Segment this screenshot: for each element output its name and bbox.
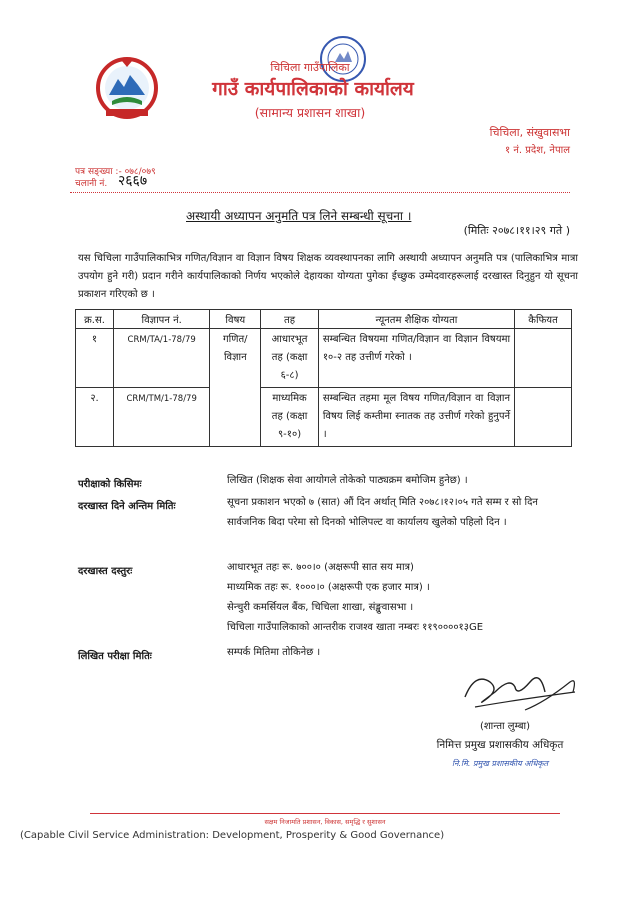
signer-title: निमित्त प्रमुख प्रशासकीय अधिकृत [436,739,564,751]
dispatch-number: २६६७ [118,173,148,189]
header-subject: विषय [210,310,261,329]
signer-name: (शान्ता लुम्बा) [479,721,531,732]
row-level: माध्यमिक तह (कक्षा ९-१०) [261,388,319,447]
signer-stamp: नि.मि. प्रमुख प्रशासकीय अधिकृत [452,759,549,768]
written-exam-value: सम्पर्क मितिमा तोकिनेछ । [227,647,321,658]
row-remarks [515,388,572,447]
intro-paragraph: यस चिचिला गाउँपालिकाभित्र गणित/विज्ञान वा विज्ञान विषय शिक्षक व्यवस्थापनका लागि अस्थायी अध्यापन अनुमति पत्र (पालिकाभित्र मात्रा उपयोग हुने गरी) प्रदान गरीने कार्यपालिकाको निर्णय भएकोले देहायका योग्यता पुगेका ईच्छुक उम्मेदवारहरूलाई दरखास्त दिनुहुन यो सूचना प्रकाशन गरिएको छ । [78,253,578,300]
footer-slogan-english: (Capable Civil Service Administration: Development, Prosperity & Good Governance) [20,830,445,841]
header-level: तह [261,310,319,329]
address-line-1: चिचिला, संखुवासभा [489,126,570,139]
exam-type-value: लिखित (शिक्षक सेवा आयोगले तोकेको पाठ्यक्रम बमोजिम हुनेछ) । [227,475,468,486]
row-ad-no: CRM/TA/1-78/79 [114,329,210,388]
dispatch-label: चलानी नं. [75,179,108,189]
header-qualification: न्यूनतम शैक्षिक योग्यता [318,310,514,329]
fee-account: चिचिला गाउँपालिकाको आन्तरीक राजश्व खाता नम्बरः ११९००००१३GE [227,622,484,633]
header-ad-no: विज्ञापन नं. [114,310,210,329]
address-line-2: १ नं. प्रदेश, नेपाल [504,145,570,156]
table-header-row [76,310,572,329]
signature-icon [455,652,585,722]
nepal-emblem-icon [96,55,158,121]
exam-type-label: परीक्षाको किसिमः [78,479,142,490]
row-remarks [515,329,572,388]
notice-date: (मितिः २०७८।११।२९ गते ) [463,224,570,237]
written-exam-label: लिखित परीक्षा मितिः [78,651,152,662]
row-sn: २. [76,388,114,447]
header-sn: क्र.स. [76,310,114,329]
row-level: आधारभूत तह (कक्षा ६-८) [261,329,319,388]
office-name-small: चिचिला गाउँपालिका [270,61,350,74]
fee-bank: सेन्चुरी कमर्सियल बैंक, चिचिला शाखा, संङ्खुवासभा । [227,602,414,613]
deadline-label: दरखास्त दिने अन्तिम मितिः [78,501,176,512]
fee-secondary: माध्यमिक तहः रू. १०००।० (अक्षरूपी एक हजार मात्र) । [227,582,430,593]
fee-label: दरखास्त दस्तुरः [78,566,133,577]
header-divider [70,192,570,193]
row-qualification: सम्बन्धित तहमा मूल विषय गणित/विज्ञान वा विज्ञान विषय लिई कम्तीमा स्नातक तह उत्तीर्ण गरेको हुनुपर्ने । [318,388,514,447]
header-remarks: कैफियत [515,310,572,329]
row-qualification: सम्बन्धित विषयमा गणित/विज्ञान वा विज्ञान विषयमा १०-२ तह उत्तीर्ण गरेको । [318,329,514,388]
office-section: (सामान्य प्रशासन शाखा) [254,105,366,120]
letter-number: पत्र सङ्ख्या :- ०७८/०७९ [75,167,156,177]
footer-slogan-nepali: सक्षम निजामति प्रशासन, विकास, समृद्धि र सुशासन [264,818,386,826]
row-sn: १ [76,329,114,388]
vacancy-table [75,309,572,447]
footer-divider [90,813,560,814]
deadline-value: सूचना प्रकाशन भएको ७ (सात) औं दिन अर्थात् मिति २०७८।१२।०५ गते सम्म र सो दिन सार्वजनिक बिदा परेमा सो दिनको भोलिपल्ट वा कार्यालय खुलेको पहिलो दिन । [227,497,538,528]
table-row [76,388,572,447]
fee-basic: आधारभूत तहः रू. ७००।० (अक्षरूपी सात सय मात्र) [227,562,414,573]
table-row [76,329,572,388]
notice-title: अस्थायी अध्यापन अनुमति पत्र लिने सम्बन्धी सूचना । [186,209,412,223]
row-ad-no: CRM/TM/1-78/79 [114,388,210,447]
row-subject: गणित/विज्ञान [210,329,261,447]
office-title: गाउँ कार्यपालिकाको कार्यालय [212,78,414,100]
